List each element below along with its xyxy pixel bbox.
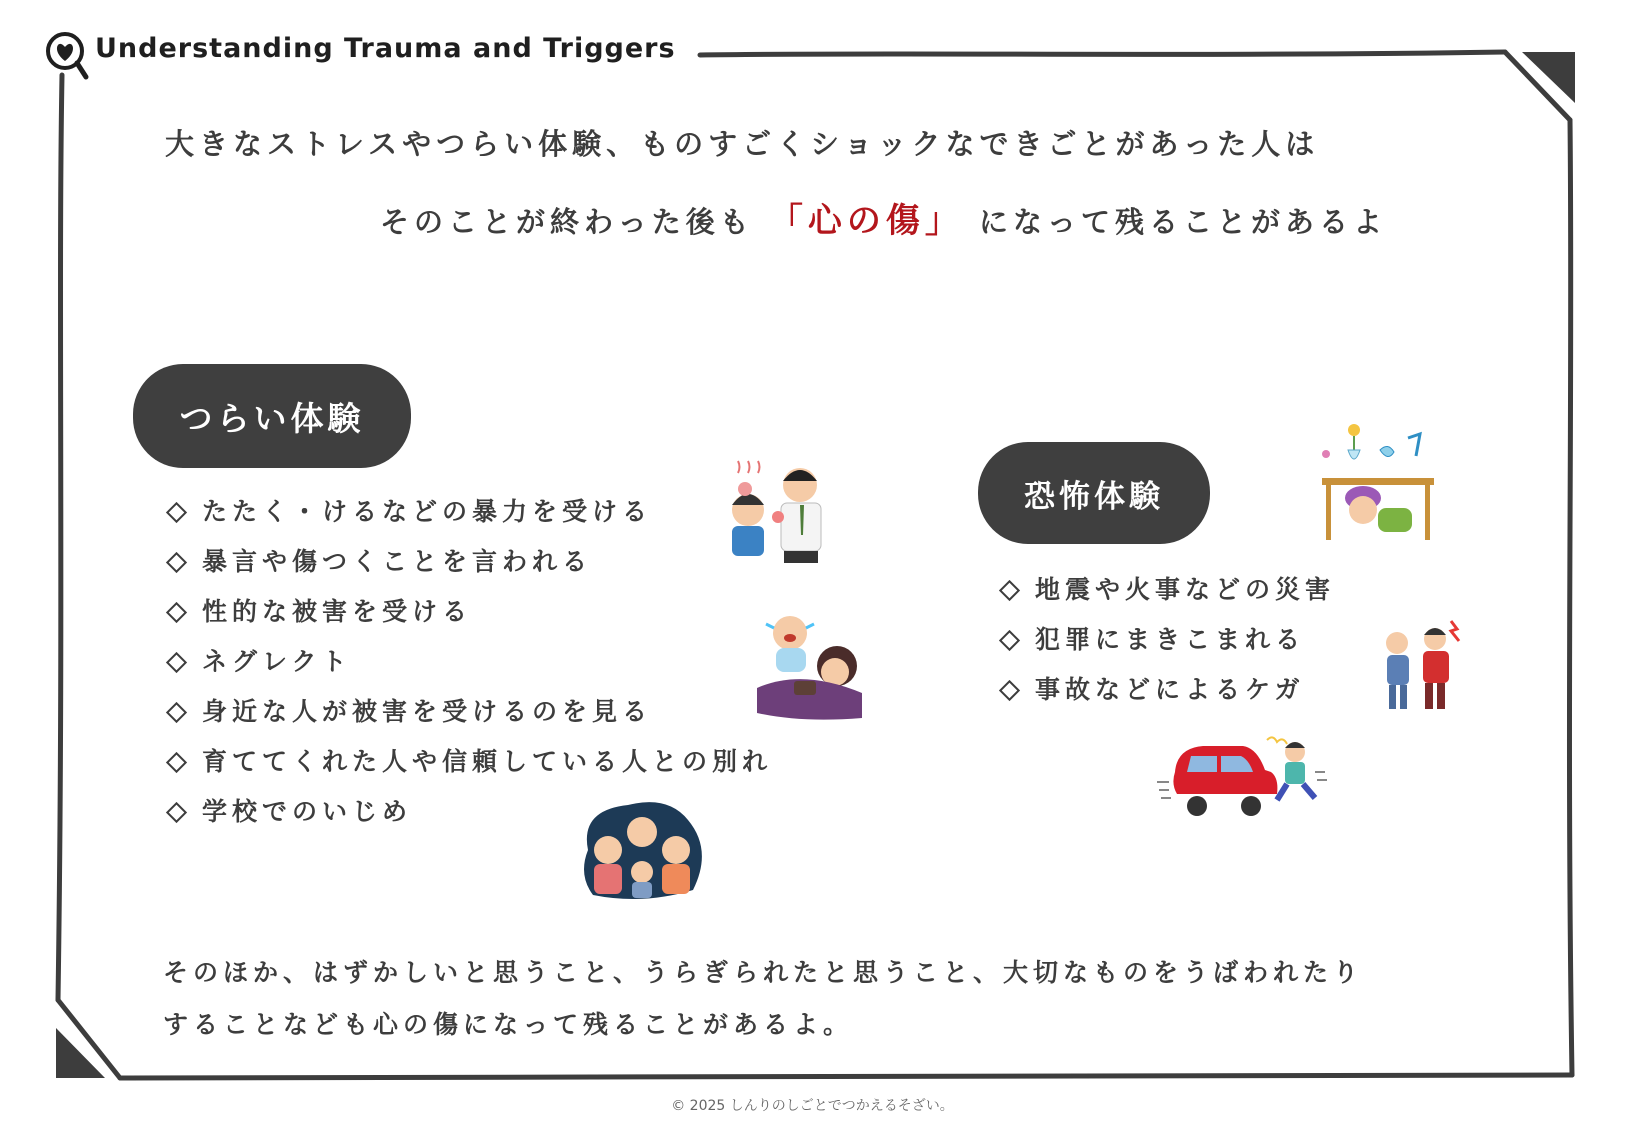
- list-item-text: 学校でのいじめ: [202, 797, 413, 826]
- diamond-bullet-icon: [999, 579, 1020, 600]
- list-item-text: 性的な被害を受ける: [202, 597, 473, 626]
- page-title: Understanding Trauma and Triggers: [95, 33, 676, 64]
- list-item: [165, 637, 772, 687]
- list-item-text: 育ててくれた人や信頼している人との別れ: [202, 747, 773, 776]
- diamond-bullet-icon: [166, 701, 187, 722]
- outro-line-2: することなども心の傷になって残ることがあるよ。: [163, 1010, 854, 1039]
- list-item: [165, 737, 772, 787]
- diamond-bullet-icon: [166, 551, 187, 572]
- list-item: [165, 687, 772, 737]
- copyright-footer: © 2025 しんりのしごとでつかえるそざい。: [671, 1098, 954, 1114]
- car-accident-child-illustration: [1155, 732, 1330, 822]
- diamond-bullet-icon: [999, 679, 1020, 700]
- diamond-bullet-icon: [166, 751, 187, 772]
- diamond-bullet-icon: [166, 801, 187, 822]
- list-item-text: ネグレクト: [202, 647, 352, 676]
- diamond-bullet-icon: [999, 629, 1020, 650]
- diamond-bullet-icon: [166, 651, 187, 672]
- list-item-text: 身近な人が被害を受けるのを見る: [202, 697, 653, 726]
- list-item: [165, 487, 772, 537]
- list-item: [998, 665, 1335, 715]
- intro-line-2-before: そのことが終わった後も: [380, 205, 754, 239]
- list-item: [998, 565, 1335, 615]
- angry-adult-scolding-child-illustration: [718, 455, 838, 565]
- list-item: [165, 537, 772, 587]
- painful-heading: つらい体験: [133, 364, 411, 468]
- crying-baby-neglect-illustration: [752, 608, 867, 723]
- crime-grabbing-illustration: [1375, 615, 1475, 715]
- list-item: [165, 587, 772, 637]
- diamond-bullet-icon: [166, 601, 187, 622]
- fear-heading: 恐怖体験: [978, 442, 1210, 544]
- list-item: [998, 615, 1335, 665]
- list-item-text: 犯罪にまきこまれる: [1035, 625, 1306, 654]
- list-item-text: たたく・けるなどの暴力を受ける: [202, 497, 653, 526]
- painful-list: [165, 487, 772, 837]
- outro-line-1: そのほか、はずかしいと思うこと、うらぎられたと思うこと、大切なものをうばわれたり: [163, 958, 1364, 987]
- diamond-bullet-icon: [166, 501, 187, 522]
- bullied-child-surrounded-illustration: [578, 800, 706, 902]
- list-item-text: 暴言や傷つくことを言われる: [202, 547, 593, 576]
- list-item-text: 事故などによるケガ: [1035, 675, 1305, 704]
- earthquake-hiding-under-table-illustration: [1318, 420, 1448, 542]
- intro-line-2-after: になって残ることがあるよ: [978, 205, 1387, 239]
- fear-list: [998, 565, 1335, 715]
- intro-line-1: 大きなストレスやつらい体験、ものすごくショックなできごとがあった人は: [165, 127, 1320, 161]
- intro-line-2: [380, 193, 1387, 242]
- heart-magnifier-icon: [44, 30, 90, 82]
- list-item-text: 地震や火事などの災害: [1035, 575, 1336, 604]
- intro-highlight: 「心の傷」: [768, 201, 964, 241]
